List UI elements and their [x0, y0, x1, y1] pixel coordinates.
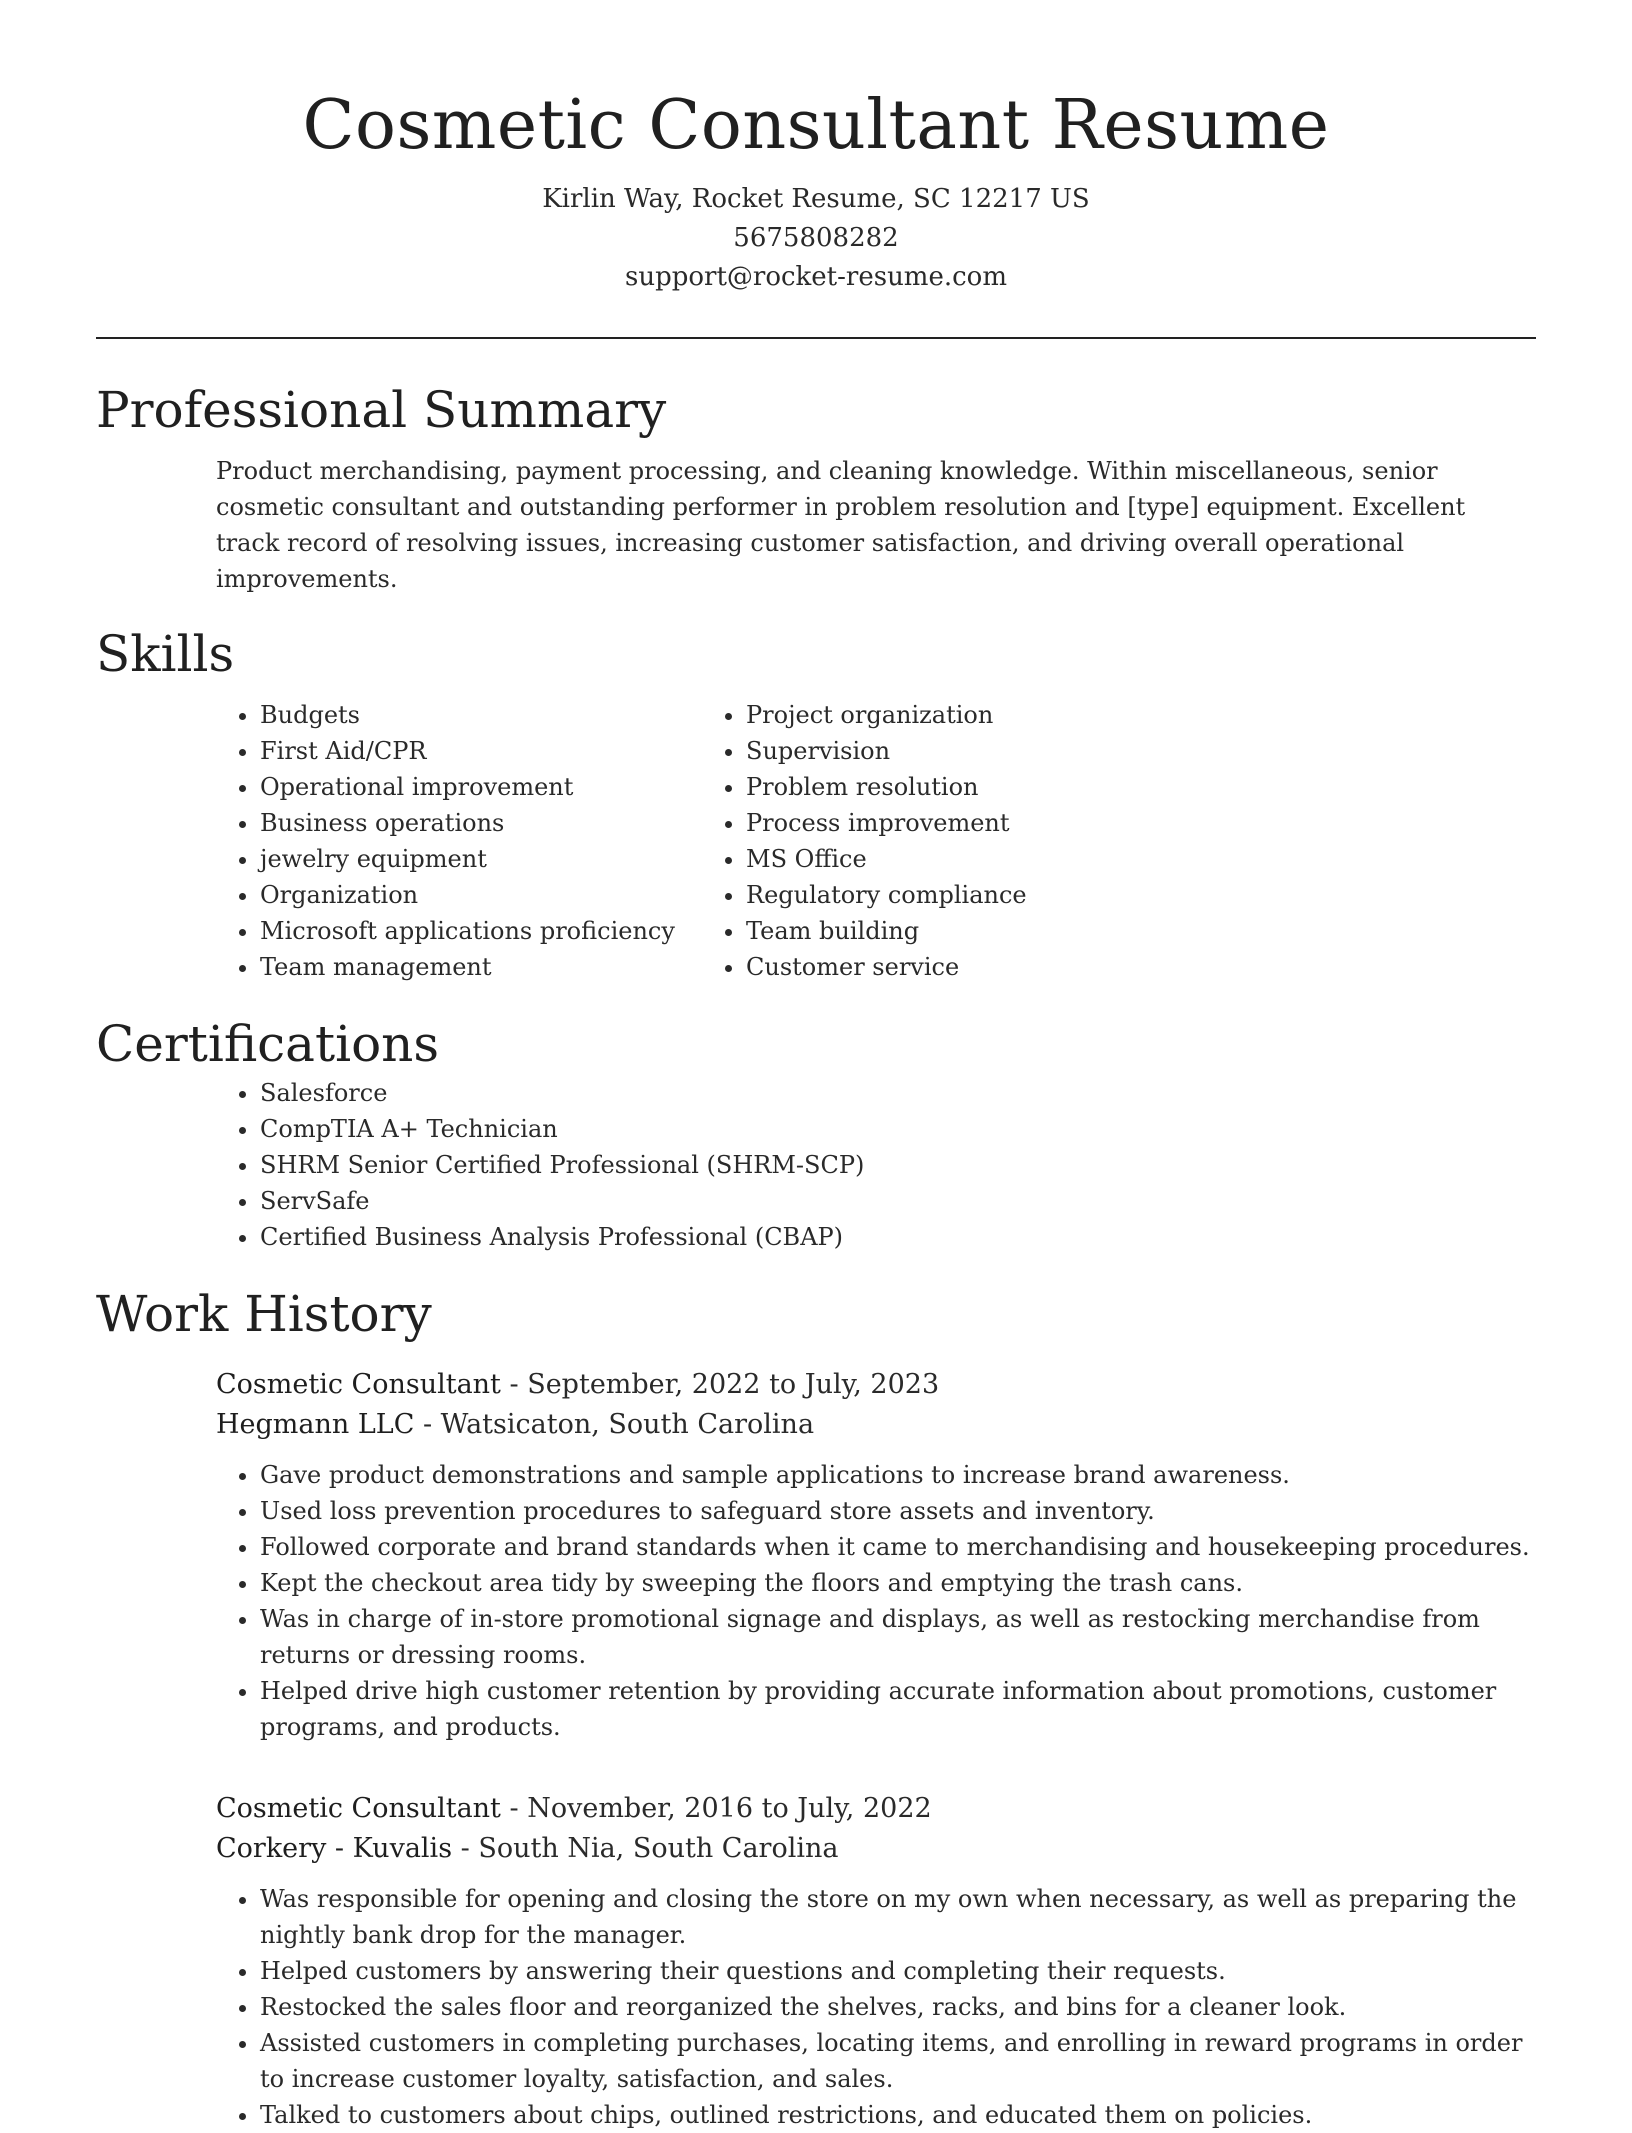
summary-section: [96, 339, 1536, 597]
job-title-line: [216, 1365, 1536, 1405]
certification-item: • Salesforce: [260, 1075, 1536, 1111]
skill-item: • Operational improvement: [260, 769, 746, 805]
certifications-section: [96, 985, 1536, 1255]
job-duties-list: [216, 1881, 1536, 2133]
skills-columns: [96, 697, 1536, 985]
job-dates: - September, 2022 to July, 2023: [500, 1369, 940, 1400]
job-duty: • Restocked the sales floor and reorganized the shelves, racks, and bins for a cleaner look.: [260, 1989, 1536, 2025]
skill-item: • Problem resolution: [746, 769, 1027, 805]
contact-block: [96, 180, 1536, 297]
contact-email: support@rocket-resume.com: [624, 262, 1007, 292]
job-role: Cosmetic Consultant: [216, 1793, 501, 1824]
resume-title: Cosmetic Consultant Resume: [302, 86, 1330, 165]
job-duty: • Talked to customers about chips, outlined restrictions, and educated them on policies.: [260, 2097, 1536, 2133]
job-entry: [216, 1365, 1536, 1745]
summary-heading: Professional Summary: [96, 381, 667, 439]
job-company: Corkery - Kuvalis: [216, 1833, 453, 1864]
skills-section: [96, 597, 1536, 985]
job-duties-list: [216, 1457, 1536, 1745]
skill-item: • Business operations: [260, 805, 746, 841]
skills-list-left: [96, 697, 746, 985]
job-duty: • Was in charge of in-store promotional signage and displays, as well as restocking merchandise from returns or dressing rooms.: [260, 1601, 1536, 1673]
job-location: - South Nia, South Carolina: [452, 1833, 839, 1864]
skill-item: • Regulatory compliance: [746, 877, 1027, 913]
skill-item: • Team management: [260, 949, 746, 985]
skill-item: • Customer service: [746, 949, 1027, 985]
job-duty: • Used loss prevention procedures to safeguard store assets and inventory.: [260, 1493, 1536, 1529]
job-company: Hegmann LLC: [216, 1409, 415, 1440]
skill-item: • Supervision: [746, 733, 1027, 769]
job-duty: • Helped customers by answering their questions and completing their requests.: [260, 1953, 1536, 1989]
contact-phone: 5675808282: [733, 223, 899, 253]
certification-item: • SHRM Senior Certified Professional (SHRM-SCP): [260, 1147, 1536, 1183]
job-location: - Watsicaton, South Carolina: [414, 1409, 815, 1440]
resume-header: [96, 0, 1536, 297]
job-duty: • Helped drive high customer retention by providing accurate information about promotions, customer programs, and products.: [260, 1673, 1536, 1745]
job-company-line: [216, 1829, 1536, 1869]
skill-item: • Organization: [260, 877, 746, 913]
certifications-heading: Certifications: [96, 1015, 440, 1073]
skill-item: • MS Office: [746, 841, 1027, 877]
job-entry: [216, 1789, 1536, 2133]
job-company-line: [216, 1405, 1536, 1445]
job-duty: • Was responsible for opening and closing the store on my own when necessary, as well as preparing the nightly bank drop for the manager.: [260, 1881, 1536, 1953]
job-role: Cosmetic Consultant: [216, 1369, 501, 1400]
skill-item: • Team building: [746, 913, 1027, 949]
skill-item: • Microsoft applications proficiency: [260, 913, 746, 949]
job-title-line: [216, 1789, 1536, 1829]
skill-item: • Project organization: [746, 697, 1027, 733]
certification-item: • ServSafe: [260, 1183, 1536, 1219]
job-duty: • Followed corporate and brand standards when it came to merchandising and housekeeping procedures.: [260, 1529, 1536, 1565]
job-dates: - November, 2016 to July, 2022: [500, 1793, 932, 1824]
certification-item: • Certified Business Analysis Professional (CBAP): [260, 1219, 1536, 1255]
job-duty: • Kept the checkout area tidy by sweeping the floors and emptying the trash cans.: [260, 1565, 1536, 1601]
work-history-section: [96, 1255, 1536, 2133]
skill-item: • Budgets: [260, 697, 746, 733]
certifications-list: [96, 1075, 1536, 1255]
job-duty: • Gave product demonstrations and sample applications to increase brand awareness.: [260, 1457, 1536, 1493]
contact-address: Kirlin Way, Rocket Resume, SC 12217 US: [542, 184, 1090, 214]
skills-list-right: [746, 697, 1027, 985]
certification-item: • CompTIA A+ Technician: [260, 1111, 1536, 1147]
job-duty: • Assisted customers in completing purchases, locating items, and enrolling in reward programs in order to increase customer loyalty, satisfaction, and sales.: [260, 2025, 1536, 2097]
skill-item: • First Aid/CPR: [260, 733, 746, 769]
skill-item: • Process improvement: [746, 805, 1027, 841]
skills-heading: Skills: [96, 625, 235, 683]
work-history-heading: Work History: [96, 1285, 432, 1343]
summary-text: Product merchandising, payment processing, and cleaning knowledge. Within miscellaneous, senior cosmetic consultant and outstanding performer in problem resolution and [type] equipment. Excellent track record of resolving issues, increasing customer satisfaction, and driving overall operational improvements.: [216, 457, 1466, 593]
skill-item: • jewelry equipment: [260, 841, 746, 877]
